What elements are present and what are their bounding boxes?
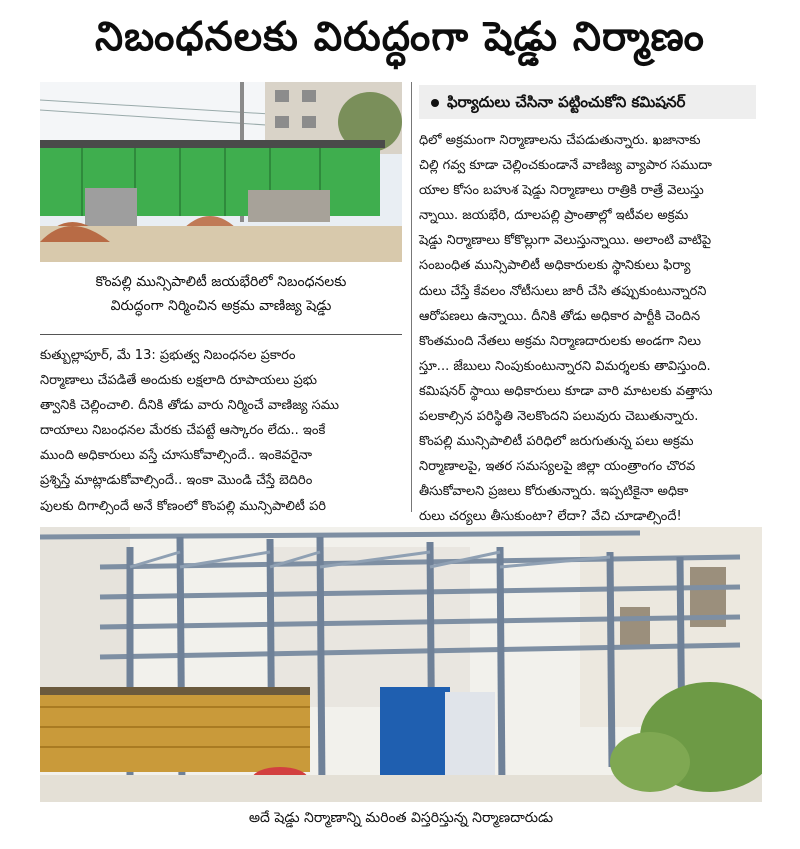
photo-caption-1-line-2: విరుద్ధంగా నిర్మించిన అక్రమ వాణిజ్య షెడ్డు (110, 298, 332, 314)
right-line: రులు చర్యలు తీసుకుంటా? లేదా? వేచి చూడాల్సిందే! (419, 509, 682, 525)
left-line: పులకు దిగాల్సిందే అనే కోణంలో కొంపల్లి మున్సిపాలిటీ పరి (40, 498, 327, 514)
right-line: ఆరోపణలు ఉన్నాయి. దీనికి తోడు అధికార పార్టీకి చెందిన (419, 308, 701, 324)
photo-caption-1 (40, 270, 402, 320)
left-line: కుత్బుల్లాపూర్, మే 13: ప్రభుత్వ నిబంధనల ప్రకారం (40, 348, 296, 363)
caption-rule (40, 334, 402, 335)
left-column-text (40, 343, 402, 519)
left-line: ముంది అధికారులు వస్తే చూసుకోవాల్సిందే.. ఇంకెవరైనా (40, 448, 312, 464)
right-line: స్తూ... జేబులు నింపుకుంటున్నారని విమర్శలకు తావిస్తుంది. (419, 358, 711, 374)
right-line: పలకాల్సిన పరిస్థితి నెలకొందని పలువురు చెబుతున్నారు. (419, 409, 699, 425)
subheadline (419, 85, 756, 119)
right-line: నిర్మాణాలపై, ఇతర సమస్యలపై జిల్లా యంత్రాంగం చొరవ (419, 459, 696, 475)
subheadline-text: ఫిర్యాదులు చేసినా పట్టించుకోని కమిషనర్ (447, 93, 686, 111)
right-line: కమిషనర్ స్థాయి అధికారులు కూడా వారి మాటలకు వత్తాసు (419, 383, 713, 399)
steel-frame-illustration (40, 527, 762, 802)
headline: నిబంధనలకు విరుద్ధంగా షెడ్డు నిర్మాణం (95, 14, 705, 60)
left-line: ప్రశ్నిస్తే మాట్లాడుకోవాల్సిందే.. ఇంకా మొండి చేస్తే బెదిరిం (40, 473, 313, 489)
photo-green-shed (40, 82, 402, 262)
bullet-icon (431, 99, 439, 107)
right-line: న్నాయి. జయభేరి, దూలపల్లి ప్రాంతాల్లో ఇటీవల అక్రమ (419, 208, 689, 224)
right-line: షెడ్డు నిర్మాణాలు కోకొల్లుగా వెలుస్తున్నాయి. అలాంటి వాటిపై (419, 233, 712, 249)
photo-caption-2: అదే షెడ్డు నిర్మాణాన్ని మరింత విస్తరిస్తున్న నిర్మాణదారుడు (248, 810, 554, 826)
right-line: చిల్లి గవ్వ కూడా చెల్లించకుండానే వాణిజ్య వ్యాపార సముదా (419, 158, 712, 174)
right-line: కొంతమంది నేతలు అక్రమ నిర్మాణదారులకు అండగా నిలు (419, 333, 701, 349)
photo-caption-1-line-1: కొంపల్లి మున్సిపాలిటీ జయభేరిలో నిబంధనలకు (95, 274, 347, 290)
right-line: సంబంధిత మున్సిపాలిటీ అధికారులకు స్థానికులు ఫిర్యా (419, 258, 691, 274)
right-line: కొంపల్లి మున్సిపాలిటీ పరిధిలో జరుగుతున్న పలు అక్రమ (419, 434, 694, 450)
left-line: నిర్మాణాలు చేపడితే అందుకు లక్షలాది రూపాయలు ప్రభు (40, 373, 318, 389)
right-line: యాల కోసం బహుశ షెడ్డు నిర్మాణాలు రాత్రికి రాత్రే వెలుస్తు (419, 183, 704, 199)
column-divider (411, 82, 412, 512)
right-column-text (419, 128, 761, 530)
left-line: దాయాలు నిబంధనల మేరకు చేపట్టే ఆస్కారం లేదు.. ఇంకే (40, 423, 326, 439)
shed-photo-illustration (40, 82, 402, 262)
right-line: ధిలో అక్రమంగా నిర్మాణాలను చేపడుతున్నారు. ఖజానాకు (419, 133, 701, 148)
photo-steel-frame (40, 527, 762, 802)
right-line: దులు చేస్తే కేవలం నోటీసులు జారీ చేసి తప్పుకుంటున్నారని (419, 283, 707, 299)
left-line: త్వానికి చెల్లించాలి. దీనికి తోడు వారు నిర్మించే వాణిజ్య సము (40, 398, 339, 414)
right-line: తీసుకోవాలని ప్రజలు కోరుతున్నారు. ఇప్పటికైనా అధికా (419, 484, 689, 500)
